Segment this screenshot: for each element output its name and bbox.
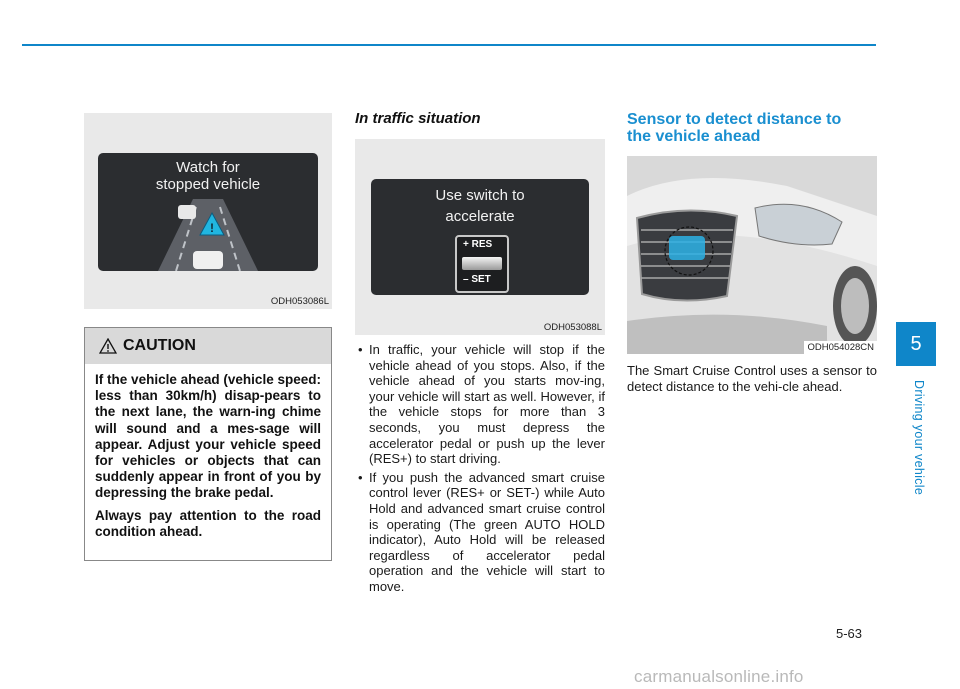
caution-box	[84, 327, 332, 561]
set-label: – SET	[463, 274, 491, 285]
list-item: • In traffic, your vehicle will stop if the vehicle ahead of you stops. Also, if the vehicle ahead of you starts mov-ing, your vehicle will start as well. However, if the vehicle stops for more than 3 seconds, you must depress the accelerator pedal or push up the lever (RES+) to start driving.	[355, 342, 605, 467]
caution-body	[85, 364, 331, 540]
header-rule	[22, 44, 876, 46]
use-switch-to-accelerate-figure	[355, 139, 605, 335]
road-scene-illustration	[138, 199, 278, 271]
warning-triangle-icon	[99, 338, 117, 354]
svg-text:!: !	[210, 221, 214, 235]
display-message: Watch for stopped vehicle	[155, 159, 261, 193]
section-heading: Sensor to detect distance to the vehicle ahead	[627, 111, 842, 145]
body-paragraph: The Smart Cruise Control uses a sensor to detect distance to the vehi-cle ahead.	[627, 363, 877, 394]
res-set-switch-illustration	[455, 235, 509, 293]
own-car-icon	[193, 251, 223, 269]
caution-paragraph: If the vehicle ahead (vehicle speed: less than 30km/h) disap-pears to the next lane, the warn-ing chime will sound and a mes-sage will appear. Adjust your vehicle speed for vehicles or objects that can suddenly appear in front of you by depressing the brake pedal.	[95, 372, 321, 501]
figure-code: ODH053088L	[543, 322, 602, 333]
cluster-display	[371, 179, 589, 295]
page-number: 5-63	[836, 626, 863, 641]
stopped-car-icon	[178, 205, 196, 219]
caution-title: CAUTION	[123, 337, 196, 354]
watermark: carmanualsonline.info	[634, 667, 804, 686]
cluster-display	[98, 153, 318, 271]
chapter-tab-label: Driving your vehicle	[912, 380, 926, 496]
caution-paragraph: Always pay attention to the road condition ahead.	[95, 507, 321, 539]
car-front-illustration	[627, 156, 877, 354]
sensor-highlight	[669, 236, 705, 260]
sensor-location-figure	[627, 156, 877, 354]
caution-header	[85, 328, 331, 364]
figure-code: ODH054028CN	[804, 341, 877, 354]
figure-code: ODH053086L	[270, 296, 329, 307]
list-item: • If you push the advanced smart cruise control lever (RES+ or SET-) while Auto Hold and advanced smart cruise control is operating (The green AUTO HOLD indicator), Auto Hold will be released regardless of accelerator pedal operation and the vehicle will start to move.	[355, 470, 605, 595]
switch-bar	[462, 257, 502, 270]
res-label: + RES	[463, 239, 493, 250]
display-message: Use switch to accelerate	[435, 187, 525, 225]
watch-for-stopped-vehicle-figure	[84, 113, 332, 309]
chapter-tab-number: 5	[896, 322, 936, 366]
section-heading: In traffic situation	[355, 110, 481, 127]
bullet-list	[355, 342, 605, 598]
